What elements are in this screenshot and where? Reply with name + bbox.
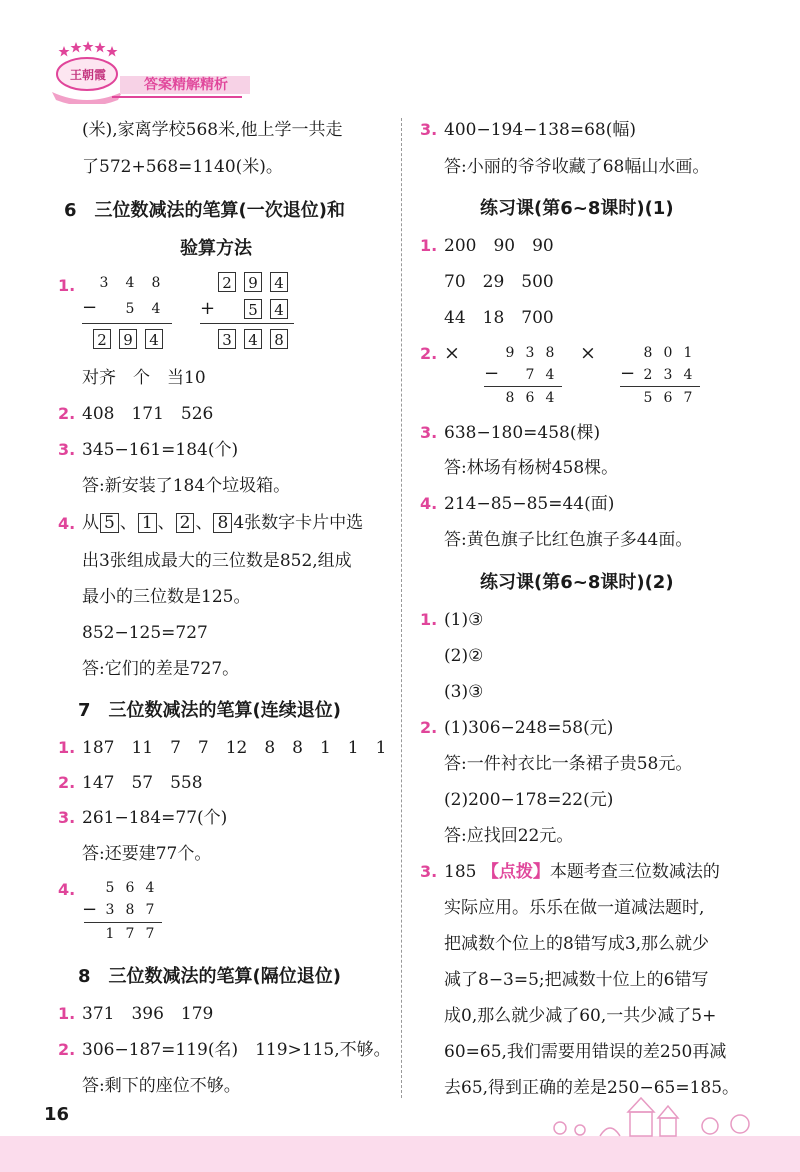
digit-card: 5 [100,513,119,533]
digit: 4 [683,367,693,383]
minus-sign: − [82,899,98,920]
separator: 、 [157,513,175,533]
header-label: 答案精解精析 [144,77,228,93]
answer-sentence: 答:剩下的座位不够。 [82,1076,241,1096]
answer-box: 4 [244,329,262,349]
digit: 6 [663,390,673,406]
answer-sentence: 答:应找回22元。 [444,826,574,846]
equation: 638−180=458(棵) [444,423,601,443]
question-number: 3. [58,440,76,459]
digit: 5 [125,301,135,317]
question-number: 3. [420,862,438,881]
answer-value: 185 [444,862,477,882]
answer-row: 70 29 500 [444,272,554,292]
separator: 、 [195,513,213,533]
digit: 4 [545,367,555,383]
question-number: 1. [58,1004,76,1023]
digit-card: 2 [176,513,195,533]
footer-illustration [540,1090,790,1140]
digit-card: 8 [213,513,232,533]
footer-band [0,1136,800,1172]
question-number: 4. [58,880,76,899]
answer-sentence: 答:林场有杨树458棵。 [444,458,619,478]
answer-row: 200 90 90 [444,236,554,256]
question-number: 3. [420,423,438,442]
explanation-line [444,862,720,882]
digit: 3 [663,367,673,383]
equation: 306−187=119(名) 119>115,不够。 [82,1040,391,1060]
question-number: 2. [58,773,76,792]
digit: 0 [663,345,673,361]
digit: 8 [151,275,161,291]
answer-sentence: 答:新安装了184个垃圾箱。 [82,476,291,496]
question-number: 4. [58,514,76,533]
answer-box: 5 [244,299,262,319]
digit: 4 [145,880,155,896]
equation: 261−184=77(个) [82,808,228,828]
section-6-title: 6 三位数减法的笔算(一次退位)和 [64,200,345,221]
text: 4张数字卡片中选 [233,513,364,533]
question-number: 2. [420,718,438,737]
wrong-mark: × [580,342,596,364]
answer-box: 4 [270,272,288,292]
answer-text: 408 171 526 [82,404,214,424]
calc-rule [84,922,162,923]
minus-sign: − [620,363,636,384]
answer-sentence: 答:它们的差是727。 [82,659,240,679]
column-divider [401,118,402,1098]
digit: 9 [505,345,515,361]
explanation-line: 去65,得到正确的差是250−65=185。 [444,1078,740,1098]
explanation-line: 实际应用。乐乐在做一道减法题时, [444,898,705,918]
explanation-line: 60=65,我们需要用错误的差250再减 [444,1042,727,1062]
question-number: 3. [58,808,76,827]
card-line [82,513,363,533]
digit: 5 [643,390,653,406]
answer-text: 187 11 7 7 12 8 8 1 1 1 [82,738,387,758]
answer-choice: (3)③ [444,682,484,702]
digit: 5 [105,880,115,896]
header-rule [112,96,242,98]
answer-sentence: 答:黄色旗子比红色旗子多44面。 [444,530,693,550]
equation: 214−85−85=44(面) [444,494,615,514]
section-8-title: 8 三位数减法的笔算(隔位退位) [78,966,341,987]
explanation-line: 减了8−3=5;把减数十位上的6错写 [444,970,709,990]
answer-box: 8 [270,329,288,349]
digit-card: 1 [138,513,157,533]
digit: 3 [105,902,115,918]
question-number: 1. [420,610,438,629]
answer-text: 出3张组成最大的三位数是852,组成 [82,551,352,571]
separator: 、 [119,513,137,533]
answer-box: 2 [93,329,111,349]
calc-rule [484,386,562,387]
answer-choice: (2)② [444,646,484,666]
continuation-line-1: (米),家离学校568米,他上学一共走 [82,120,343,140]
explanation-line: 成0,那么就少减了60,一共少减了5+ [444,1006,717,1026]
answer-box: 3 [218,329,236,349]
hint-text: 本题考查三位数减法的 [549,862,720,882]
digit: 4 [125,275,135,291]
question-number: 1. [420,236,438,255]
answer-box: 2 [218,272,236,292]
digit: 3 [525,345,535,361]
digit: 6 [525,390,535,406]
digit: 4 [545,390,555,406]
castle-decoration-icon [540,1090,790,1140]
answer-sentence: 答:小丽的爷爷收藏了68幅山水画。 [444,157,710,177]
digit: 2 [643,367,653,383]
equation: 400−194−138=68(幅) [444,120,636,140]
digit: 7 [525,367,535,383]
answer-sentence: 答:还要建77个。 [82,844,212,864]
calc-rule [620,386,700,387]
answer-text: 371 396 179 [82,1004,214,1024]
answer-box: 9 [244,272,262,292]
minus-sign: − [484,363,500,384]
answer-choice: (1)③ [444,610,484,630]
answer-text: 147 57 558 [82,773,203,793]
calc-rule [82,323,172,324]
hint-tag: 【点拨】 [481,862,550,882]
text: 从 [82,513,99,533]
logo-text: 王朝霞 [69,68,106,82]
digit: 6 [125,880,135,896]
digit: 8 [643,345,653,361]
equation: 345−161=184(个) [82,440,239,460]
digit: 1 [105,926,115,942]
calc-rule [200,323,294,324]
question-number: 4. [420,494,438,513]
practice-1-title: 练习课(第6~8课时)(1) [480,198,674,219]
digit: 8 [125,902,135,918]
question-number: 3. [420,120,438,139]
section-7-title: 7 三位数减法的笔算(连续退位) [78,700,341,721]
digit: 8 [505,390,515,406]
question-number: 1. [58,276,76,295]
digit: 7 [683,390,693,406]
answer-row: 44 18 700 [444,308,554,328]
digit: 4 [151,301,161,317]
digit: 7 [145,926,155,942]
wrong-mark: × [444,342,460,364]
answer-text: 最小的三位数是125。 [82,587,251,607]
answer-box: 9 [119,329,137,349]
equation: (1)306−248=58(元) [444,718,614,738]
answer-box: 4 [145,329,163,349]
question-number: 1. [58,738,76,757]
continuation-line-2: 了572+568=1140(米)。 [82,157,283,177]
digit: 1 [683,345,693,361]
practice-2-title: 练习课(第6~8课时)(2) [480,572,674,593]
answer-box: 4 [270,299,288,319]
question-number: 2. [58,404,76,423]
question-number: 2. [58,1040,76,1059]
minus-sign: − [82,297,98,318]
digit: 8 [545,345,555,361]
answer-sentence: 答:一件衬衣比一条裙子贵58元。 [444,754,693,774]
section-6-title-cont: 验算方法 [180,238,252,259]
equation: 852−125=727 [82,623,208,643]
question-number: 2. [420,344,438,363]
digit: 7 [125,926,135,942]
equation: (2)200−178=22(元) [444,790,614,810]
plus-sign: + [200,298,216,319]
digit: 7 [145,902,155,918]
page-number: 16 [44,1104,70,1125]
fill-in-answer: 对齐 个 当10 [82,368,206,388]
header-logo [44,38,130,104]
digit: 3 [99,275,109,291]
explanation-line: 把减数个位上的8错写成3,那么就少 [444,934,710,954]
